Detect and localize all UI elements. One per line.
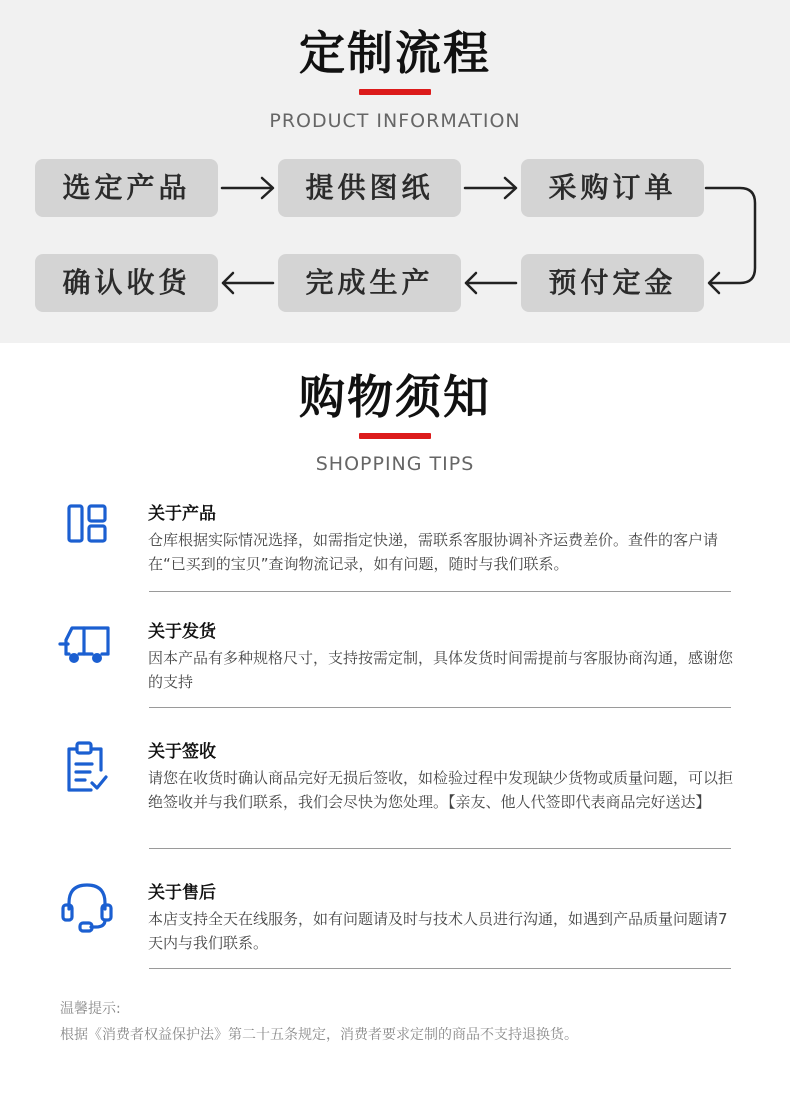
flow-arrows — [0, 0, 790, 343]
divider — [149, 968, 731, 969]
process-subtitle: PRODUCT INFORMATION — [269, 110, 521, 132]
step-select-product: 选定产品 — [35, 159, 218, 217]
delivery-truck-icon — [58, 620, 116, 678]
tip-title: 关于签收 — [148, 742, 216, 762]
divider — [149, 591, 731, 592]
clipboard-check-icon — [58, 740, 116, 798]
tips-title: 购物须知 — [299, 370, 491, 424]
notice-text: 根据《消费者权益保护法》第二十五条规定，消费者要求定制的商品不支持退换货。 — [60, 1027, 578, 1043]
tip-title: 关于售后 — [148, 883, 216, 903]
divider — [149, 848, 731, 849]
headset-icon — [58, 881, 116, 939]
step-confirm-receipt: 确认收货 — [35, 254, 218, 312]
step-provide-drawings: 提供图纸 — [278, 159, 461, 217]
tip-text: 因本产品有多种规格尺寸，支持按需定制，具体发货时间需提前与客服协商沟通，感谢您的支持 — [148, 649, 734, 691]
notice-label: 温馨提示: — [60, 1001, 121, 1017]
tip-text: 本店支持全天在线服务，如有问题请及时与技术人员进行沟通，如遇到产品质量问题请7天内与我们联系。 — [148, 910, 728, 952]
title-underline — [359, 433, 431, 439]
tip-text: 仓库根据实际情况选择，如需指定快递，需联系客服协调补齐运费差价。查件的客户请在“已买到的宝贝”查询物流记录，如有问题，随时与我们联系。 — [148, 531, 719, 573]
tip-text: 请您在收货时确认商品完好无损后签收，如检验过程中发现缺少货物或质量问题，可以拒绝签收并与我们联系，我们会尽快为您处理。【亲友、他人代签即代表商品完好送达】 — [148, 769, 734, 811]
step-purchase-order: 采购订单 — [521, 159, 704, 217]
tips-subtitle: SHOPPING TIPS — [315, 453, 475, 475]
step-complete-production: 完成生产 — [278, 254, 461, 312]
product-grid-icon — [58, 502, 116, 560]
divider — [149, 707, 731, 708]
arrow-left-icon — [223, 273, 273, 293]
arrow-right-icon — [465, 178, 516, 198]
arrow-turn-down-icon — [706, 188, 755, 293]
arrow-left-icon — [466, 273, 516, 293]
step-prepay-deposit: 预付定金 — [521, 254, 704, 312]
tip-title: 关于发货 — [148, 622, 216, 642]
arrow-right-icon — [222, 178, 273, 198]
tip-title: 关于产品 — [148, 504, 216, 524]
process-title: 定制流程 — [299, 26, 491, 80]
process-section — [0, 0, 790, 343]
